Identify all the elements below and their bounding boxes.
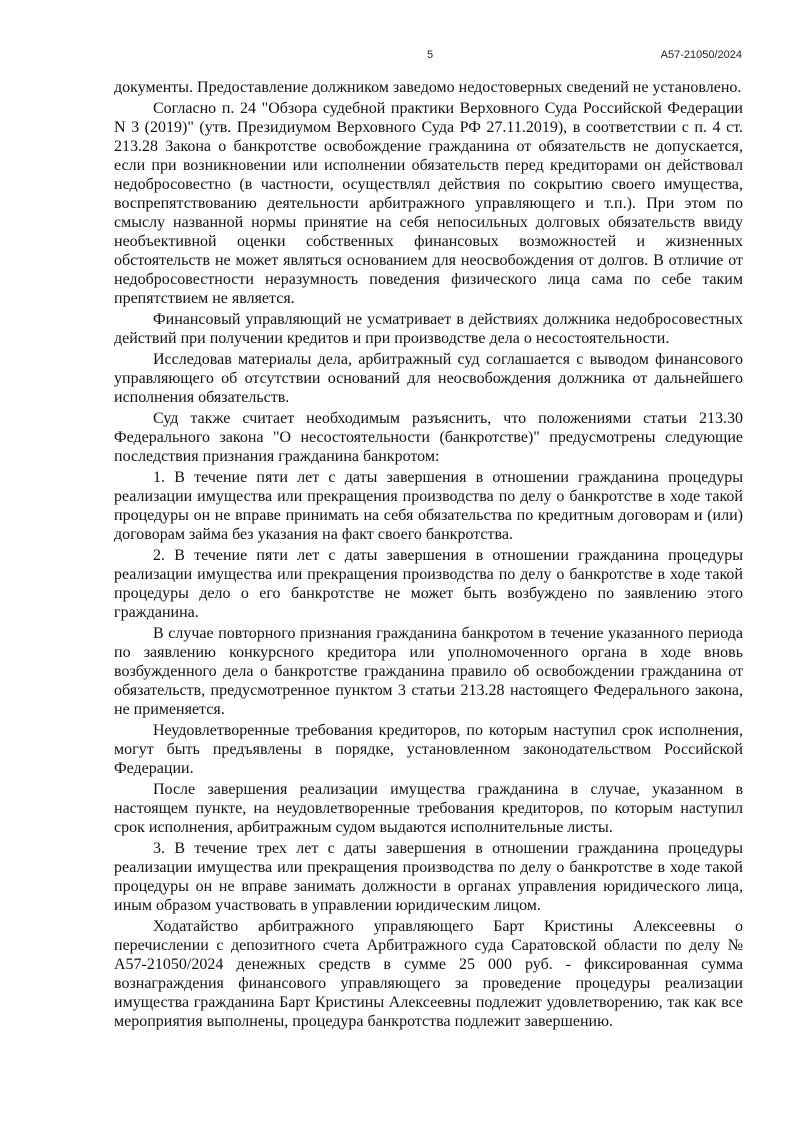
paragraph: После завершения реализации имущества гражданина в случае, указанном в настоящем пункте, на неудовлетворенные требования кредиторов, по которым наступил срок исполнения, арбитражным судом выдаются исполнительные листы. <box>114 781 743 836</box>
paragraph: 2. В течение пяти лет с даты завершения в отношении гражданина процедуры реализации имущества или прекращения производства по делу о банкротстве в ходе такой процедуры дело о его банкротстве не может быть возбуждено по заявлению этого гражданина. <box>114 547 743 621</box>
paragraph: Согласно п. 24 "Обзора судебной практики Верховного Суда Российской Федерации N 3 (2019)" (утв. Президиумом Верховного Суда РФ 27.11.2019), в соответствии с п. 4 ст. 213.28 Закона о банкротстве освобождение гражданина от обязательств не допускается, если при возникновении или исполнении обязательств перед кредиторами он действовал недобросовестно (в частности, осуществлял действия по сокрытию своего имущества, воспрепятствованию деятельности арбитражного управляющего и т.п.). При этом по смыслу названной нормы принятие на себя непосильных долговых обязательств ввиду необъективной оценки собственных финансовых возможностей и жизненных обстоятельств не может являться основанием для неосвобождения от долгов. В отличие от недобросовестности неразумность поведения физического лица сама по себе таким препятствием не является. <box>114 100 743 307</box>
paragraph: Исследовав материалы дела, арбитражный суд соглашается с выводом финансового управляющего об отсутствии оснований для неосвобождения должника от дальнейшего исполнения обязательств. <box>114 351 743 406</box>
paragraph: 3. В течение трех лет с даты завершения в отношении гражданина процедуры реализации имущества или прекращения производства по делу о банкротстве в ходе такой процедуры он не вправе занимать должности в органах управления юридического лица, иным образом участвовать в управлении юридическим лицом. <box>114 840 743 914</box>
page-number: 5 <box>426 49 434 61</box>
paragraph: Ходатайство арбитражного управляющего Барт Кристины Алексеевны о перечислении с депозитного счета Арбитражного суда Саратовской области по делу № А57-21050/2024 денежных средств в сумме 25 000 руб. - фиксированная сумма вознаграждения финансового управляющего за проведение процедуры реализации имущества гражданина Барт Кристины Алексеевны подлежит удовлетворению, так как все мероприятия выполнены, процедура банкротства подлежит завершению. <box>114 918 743 1030</box>
paragraph: Финансовый управляющий не усматривает в действиях должника недобросовестных действий при получении кредитов и при производстве дела о несостоятельности. <box>114 311 743 347</box>
paragraph: В случае повторного признания гражданина банкротом в течение указанного периода по заявлению конкурсного кредитора или уполномоченного органа в ходе вновь возбужденного дела о банкротстве гражданина правило об освобождении гражданина от обязательств, предусмотренное пунктом 3 статьи 213.28 настоящего Федерального закона, не применяется. <box>114 625 743 718</box>
paragraph: Неудовлетворенные требования кредиторов, по которым наступил срок исполнения, могут быть предъявлены в порядке, установленном законодательством Российской Федерации. <box>114 722 743 777</box>
paragraph: Суд также считает необходимым разъяснить, что положениями статьи 213.30 Федерального закона "О несостоятельности (банкротстве)" предусмотрены следующие последствия признания гражданина банкротом: <box>114 410 743 465</box>
paragraph: 1. В течение пяти лет с даты завершения в отношении гражданина процедуры реализации имущества или прекращения производства по делу о банкротстве в ходе такой процедуры он не вправе принимать на себя обязательства по кредитным договорам и (или) договорам займа без указания на факт своего банкротства. <box>114 469 743 543</box>
case-number: А57-21050/2024 <box>660 49 742 61</box>
document-body <box>114 78 743 1033</box>
paragraph: документы. Предоставление должником заведомо недостоверных сведений не установлено. <box>114 79 742 96</box>
